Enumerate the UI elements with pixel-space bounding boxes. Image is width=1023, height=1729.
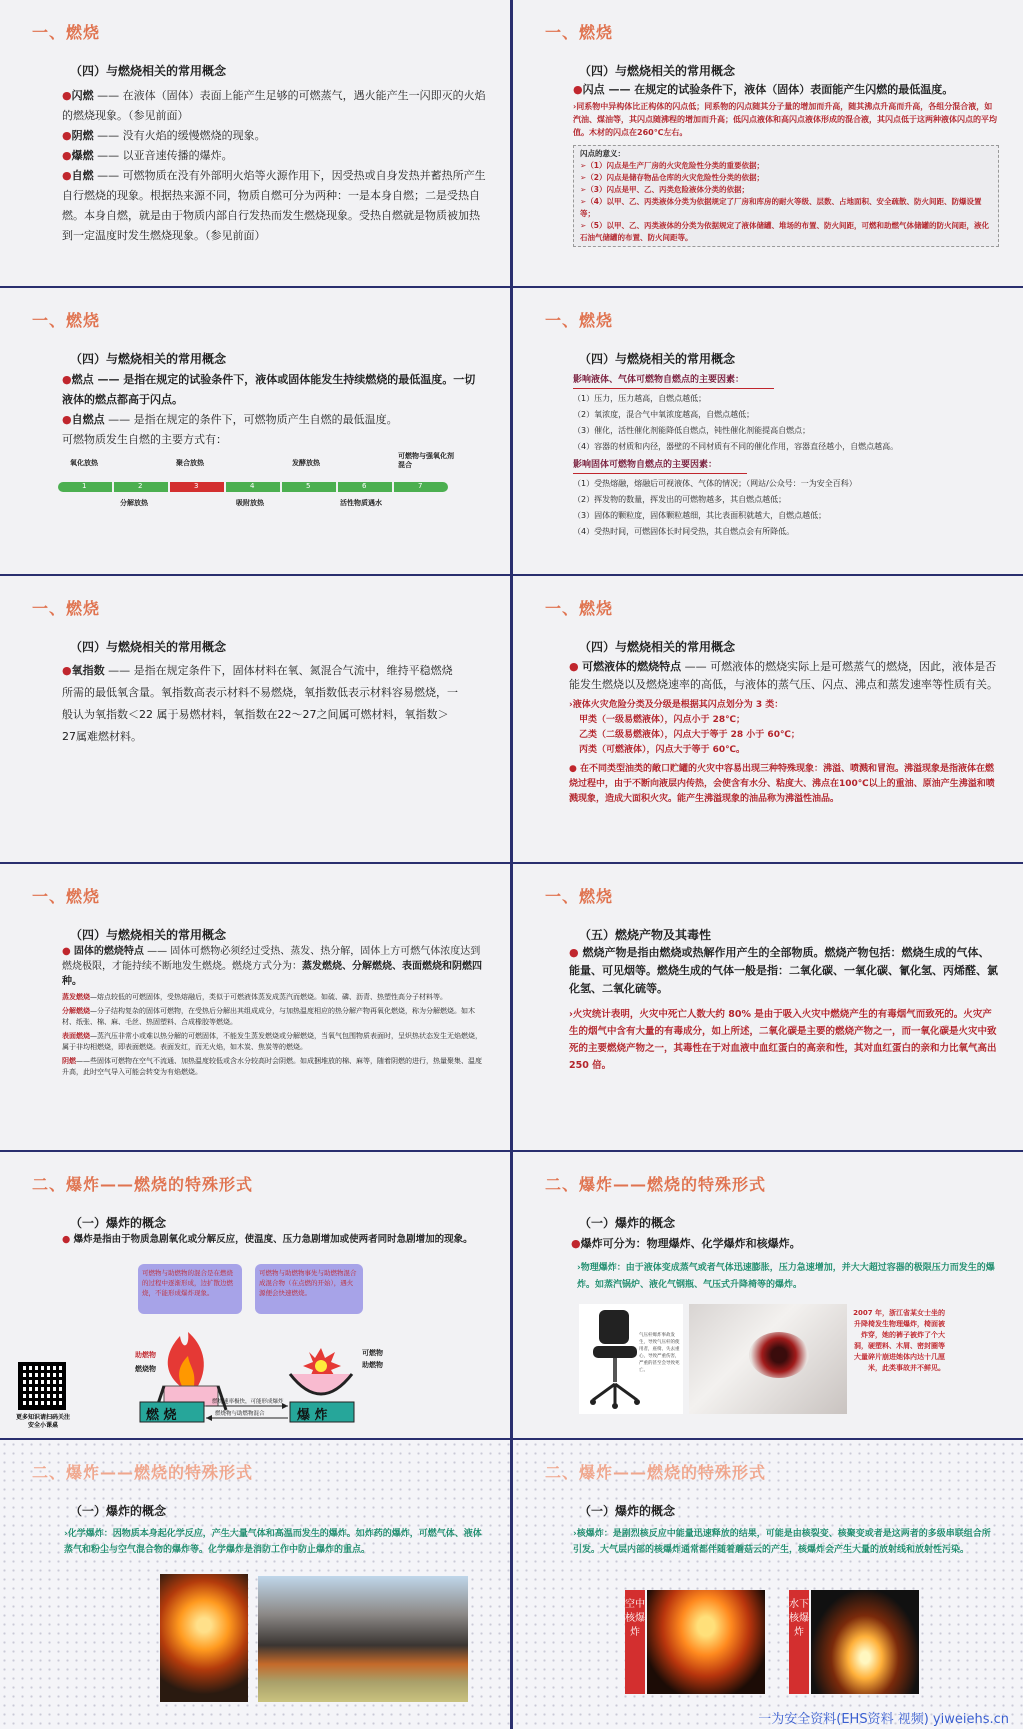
slide-title: 二、爆炸——燃烧的特殊形式 xyxy=(545,1175,767,1194)
timeline-label-bottom: 活性物质遇水 xyxy=(340,499,382,507)
lead-text: ● 爆炸是指由于物质急剧氧化或分解反应，使温度、压力急剧增加或使两者同时急剧增加的现象。 xyxy=(62,1234,473,1245)
tag-label: 水下核爆炸 xyxy=(789,1590,809,1694)
timeline-bar xyxy=(58,482,458,492)
process-timeline xyxy=(58,452,458,508)
timeline-label-bottom: 吸附放热 xyxy=(236,499,264,507)
list-item: （2）氧浓度，混合气中氧浓度越高，自燃点越低； xyxy=(573,410,755,419)
slide-6 xyxy=(513,576,1023,862)
paragraph: ›同系物中异构体比正构体的闪点低；同系物的闪点随其分子量的增加而升高，随其沸点升高而升高，各组分混合液，如汽油、煤油等，其闪点随沸程的增加而升高；低闪点液体和高闪点液体形成的混合液，其闪点低于这两种液体闪点的平均值。木材的闪点在260℃左右。 xyxy=(573,102,997,137)
arrow-label: 燃烧物与助燃物混合 xyxy=(215,1411,265,1417)
timeline-num: 2 xyxy=(138,482,143,490)
list-item: ●爆燃 —— 以亚音速传播的爆炸。 xyxy=(62,149,233,162)
paragraph: 分解燃烧—分子结构复杂的固体可燃物，在受热后分解出其组成成分，与加热温度相应的热分解产物再氧化燃烧，称为分解燃烧。如木材、纸张、棉、麻、毛丝、热固塑料、合成橡胶等燃烧。 xyxy=(62,1007,475,1026)
list-item: ➢（1）闪点是生产厂房的火灾危险性分类的重要依据； xyxy=(580,161,765,170)
list-item: （3）催化，活性催化剂能降低自燃点，钝性催化剂能提高自燃点； xyxy=(573,426,811,435)
list-item: （4）受热时间，可燃固体长时间受热，其自燃点会有所降低。 xyxy=(573,527,795,536)
diagram-label: 助燃物 xyxy=(362,1361,383,1369)
lead-text: ●闪点 —— 在规定的试验条件下，液体（固体）表面能产生闪燃的最低温度。 xyxy=(573,83,954,96)
paragraph: ›物理爆炸：由于液体变成蒸气或者气体迅速膨胀，压力急速增加，并大大超过容器的极限压力而发生的爆炸。如蒸汽锅炉、液化气钢瓶、气压式升降椅等的爆炸。 xyxy=(577,1263,995,1290)
list-item: 可燃物质发生自燃的主要方式有： xyxy=(62,433,227,446)
slide-4 xyxy=(513,288,1023,574)
slide-subtitle: （四）与燃烧相关的常用概念 xyxy=(579,640,736,654)
slide-body xyxy=(573,372,999,540)
paragraph: 蒸发燃烧—熔点较低的可燃固体，受热熔融后，类似于可燃液体蒸发成蒸汽而燃烧。如硫、磷、沥青、热塑性高分子材料等。 xyxy=(62,993,447,1001)
chair-note: 气压杆爆炸事故发生，导致气压杆的使用者，座椅、失去重心，导致严重伤害，严重的甚至会导致死亡。 xyxy=(639,1333,680,1373)
list-item: （4）容器的材质和内径，器壁的不同材质有不同的催化作用，容器直径越小，自燃点越高。 xyxy=(573,442,899,451)
list-item: ➢（5）以甲、乙、丙类液体的分类为依据规定了液体储罐、堆场的布置、防火间距，可燃和助燃气体储罐的防火间距，液化石油气储罐的布置、防火间距等。 xyxy=(580,221,989,242)
slide-body xyxy=(62,944,486,1078)
speech-bubble: 可燃物与助燃物的混合是在燃烧的过程中逐渐形成，边扩散边燃烧，不能形成爆炸现象。 xyxy=(138,1264,242,1314)
list-item: ➢（4）以甲、乙、丙类液体分类为依据规定了厂房和库房的耐火等级、层数、占地面积、安全疏散、防火间距、防爆设置等； xyxy=(580,197,982,218)
slide-body xyxy=(573,82,999,247)
nuclear-photo xyxy=(647,1590,765,1694)
paragraph: ›火灾统计表明，火灾中死亡人数大约 80% 是由于吸入火灾中燃烧产生的有毒烟气而致死的。火灾产生的烟气中含有大量的有毒成分，如上所述，二氧化碳是主要的燃烧产物之一，而一氧化碳是火灾中致死的主要燃烧产物之一，其毒性在于对血液中血红蛋白的高亲和性，其对血红蛋白的亲和力比氧气高出 250 倍。 xyxy=(569,1009,997,1071)
slide-title: 一、燃烧 xyxy=(32,311,101,330)
slide-12 xyxy=(513,1440,1023,1729)
info-box: 闪点的意义： ➢（1）闪点是生产厂房的火灾危险性分类的重要依据； ➢（2）闪点是储存物品仓库的火灾危险性分类的依据； ➢（3）闪点是甲、乙、丙类危险液体分类的依据； ➢（4）以甲、乙、丙类液体分类为依据规定了厂房和库房的耐火等级、层数、占地面积、安全疏散、防火间距、防爆设置等； ➢（5）以甲、乙、丙类液体的分类为依据规定了液体储罐、堆场的布置、防火间距，可燃和助燃气体储罐的防火间距，液化石油气储罐的布置、防火间距等。 xyxy=(573,145,999,247)
slide-title: 一、燃烧 xyxy=(545,23,614,42)
slide-title: 一、燃烧 xyxy=(545,311,614,330)
list-item: （1）压力，压力越高，自燃点越低； xyxy=(573,394,707,403)
slide-1 xyxy=(0,0,510,286)
slide-body xyxy=(62,660,460,748)
slide-title: 一、燃烧 xyxy=(545,599,614,618)
diagram-label: 燃烧物 xyxy=(135,1365,156,1373)
slide-body xyxy=(62,86,486,246)
slide-11 xyxy=(0,1440,510,1729)
paragraph: ›核爆炸：是剧烈核反应中能量迅速释放的结果，可能是由核裂变、核聚变或者是这两者的多级串联组合所引发。大气层内部的核爆炸通常都伴随着蘑菇云的产生，核爆炸会产生大量的放射线和放射性污染。 xyxy=(573,1529,991,1555)
slide-body xyxy=(62,370,486,450)
paragraph: ›化学爆炸：因物质本身起化学反应，产生大量气体和高温而发生的爆炸。如炸药的爆炸，可燃气体、液体蒸气和粉尘与空气混合物的爆炸等。化学爆炸是消防工作中防止爆炸的重点。 xyxy=(64,1529,482,1555)
slide-5 xyxy=(0,576,510,862)
paragraph: 表面燃烧—蒸汽压非常小或难以热分解的可燃固体，不能发生蒸发燃烧或分解燃烧，当氧气包围物质表面时，呈炽热状态发生无焰燃烧，属于非均相燃烧，即表面燃烧。表面发红，而无火焰，如木炭、焦炭等的燃烧。 xyxy=(62,1032,482,1051)
list-item: ➢（3）闪点是甲、乙、丙类危险液体分类的依据； xyxy=(580,185,750,194)
slide-body xyxy=(569,944,999,1074)
speech-bubble: 可燃物与助燃物事先与助燃物混合成混合物（在点燃的开始），遇火源便会快速燃烧。 xyxy=(255,1264,363,1314)
timeline-label-top: 可燃物与强氧化剂混合 xyxy=(398,452,454,469)
slide-subtitle: （一）爆炸的概念 xyxy=(579,1504,676,1518)
paragraph: 阴燃——些固体可燃物在空气不流通、加热温度较低或含水分较高时会阴燃。如成捆堆放的棉、麻等，随着阴燃的进行，热量聚集、温度升高，此时空气导入可能会转变为有焰燃烧。 xyxy=(62,1057,482,1076)
slide-title: 一、燃烧 xyxy=(32,23,101,42)
slide-body xyxy=(569,658,999,807)
chair-image xyxy=(579,1304,683,1414)
section-heading: 影响液体、气体可燃物自燃点的主要因素： xyxy=(573,372,774,389)
slide-9 xyxy=(0,1152,510,1438)
slide-subtitle: （四）与燃烧相关的常用概念 xyxy=(70,64,227,78)
timeline-num: 1 xyxy=(82,482,87,490)
slide-title: 一、燃烧 xyxy=(545,887,614,906)
timeline-num: 5 xyxy=(306,482,311,490)
timeline-label-top: 聚合放热 xyxy=(176,459,204,467)
slide-subtitle: （四）与燃烧相关的常用概念 xyxy=(70,928,227,942)
qr-caption: 更多知识请扫码关注 安全小课桌 xyxy=(15,1414,70,1429)
list-item: 甲类（一级易燃液体），闪点小于 28℃； xyxy=(579,715,746,725)
list-item: ●闪燃 —— 在液体（固体）表面上能产生足够的可燃蒸气，遇火能产生一闪即灭的火焰的燃烧现象。（参见前面） xyxy=(62,89,486,122)
list-item: ●燃点 —— 是指在规定的试验条件下，液体或固体能发生持续燃烧的最低温度。一切液体的燃点都高于闪点。 xyxy=(62,373,476,406)
injury-photo xyxy=(689,1304,847,1414)
slide-3 xyxy=(0,288,510,574)
timeline-label-top: 氧化放热 xyxy=(70,459,98,467)
slide-title: 二、爆炸——燃烧的特殊形式 xyxy=(32,1175,254,1194)
lead-text: ●爆炸可分为：物理爆炸、化学爆炸和核爆炸。 xyxy=(571,1237,801,1250)
diagram-label: 可燃物 xyxy=(362,1349,383,1357)
diagram-label: 助燃物 xyxy=(135,1351,156,1359)
explosion-photo xyxy=(258,1576,468,1702)
slide-10 xyxy=(513,1152,1023,1438)
list-item: ● 燃烧产物是指由燃烧或热解作用产生的全部物质。燃烧产物包括：燃烧生成的气体、能量、可见烟等。燃烧生成的气体一般是指：二氧化碳、一氧化碳、氰化氢、丙烯醛、氯化氢、二氧化硫等。 xyxy=(569,946,998,995)
slide-subtitle: （四）与燃烧相关的常用概念 xyxy=(579,352,736,366)
timeline-label-top: 发酵放热 xyxy=(292,459,320,467)
timeline-num: 3 xyxy=(194,482,199,490)
slide-subtitle: （五）燃烧产物及其毒性 xyxy=(579,928,712,942)
nuclear-photo xyxy=(811,1590,919,1694)
list-item: ●自燃点 —— 是指在规定的条件下，可燃物质产生自燃的最低温度。 xyxy=(62,413,398,426)
box-label: 爆 炸 xyxy=(297,1408,328,1423)
list-item: ● 可燃液体的燃烧特点 —— 可燃液体的燃烧实际上是可燃蒸气的燃烧，因此，液体是否能发生燃烧以及燃烧速率的高低，与液体的蒸气压、闪点、沸点和蒸发速率等性质有关。 xyxy=(569,660,998,691)
list-item: ●自燃 —— 可燃物质在没有外部明火焰等火源作用下，因受热或自身发热并蓄热所产生自行燃烧的现象。根据热来源不同，物质自燃可分为两种：一是本身自燃；二是受热自燃。本身自燃，就是由于物质内部自行发热而发生燃烧现象。受热自燃就是物质被加热到一定温度时发生燃烧现象。（参见前面） xyxy=(62,169,486,242)
slide-subtitle: （四）与燃烧相关的常用概念 xyxy=(70,352,227,366)
qr-code xyxy=(18,1362,66,1410)
list-item: （1）受热熔融，熔融后可视液体、气体的情况；（网站/公众号：一为安全百科） xyxy=(573,479,857,488)
section-heading: 影响固体可燃物自燃点的主要因素： xyxy=(573,457,747,474)
slide-subtitle: （一）爆炸的概念 xyxy=(579,1216,676,1230)
slide-2 xyxy=(513,0,1023,286)
timeline-num: 7 xyxy=(418,482,423,490)
list-item: （3）固体的颗粒度，固体颗粒越细，其比表面积就越大，自燃点越低； xyxy=(573,511,827,520)
slide-7 xyxy=(0,864,510,1150)
box-label: 燃 烧 xyxy=(146,1408,177,1423)
timeline-num: 4 xyxy=(250,482,255,490)
slide-8 xyxy=(513,864,1023,1150)
slide-title: 一、燃烧 xyxy=(32,887,101,906)
tag-label: 空中核爆炸 xyxy=(625,1590,645,1694)
list-item: ●氧指数 —— 是指在规定条件下，固体材料在氧、氮混合气流中，维持平稳燃烧所需的最低氧含量。氧指数高表示材料不易燃烧，氧指数低表示材料容易燃烧，一般认为氧指数＜22 属于易燃材料，氧指数在22～27之间属可燃材料，氧指数＞27属难燃材料。 xyxy=(62,664,458,743)
list-item: 乙类（二级易燃液体），闪点大于等于 28 小于 60℃； xyxy=(579,730,800,740)
timeline-label-bottom: 分解放热 xyxy=(120,499,148,507)
paragraph: ● 在不同类型油类的敞口贮罐的火灾中容易出现三种特殊现象：沸溢、喷溅和冒泡。沸溢现象是指液体在燃烧过程中，由于不断向液层内传热，会使含有水分、粘度大、沸点在100℃以上的重油、原油产生沸溢和喷溅现象，造成大面积火灾。能产生沸溢现象的油品称为沸溢性油品。 xyxy=(569,764,995,804)
slide-title: 二、爆炸——燃烧的特殊形式 xyxy=(545,1463,767,1482)
list-item: ●阴燃 —— 没有火焰的缓慢燃烧的现象。 xyxy=(62,129,266,142)
list-item: ● 固体的燃烧特点 —— 固体可燃物必须经过受热、蒸发、热分解，固体上方可燃气体浓度达到燃烧极限，才能持续不断地发生燃烧。燃烧方式分为：蒸发燃烧、分解燃烧、表面燃烧和阴燃四种。 xyxy=(62,946,482,987)
explosion-photo xyxy=(160,1574,248,1702)
timeline-num: 6 xyxy=(362,482,367,490)
list-item: （2）挥发物的数量，挥发出的可燃物越多，其自燃点越低； xyxy=(573,495,787,504)
slide-subtitle: （一）爆炸的概念 xyxy=(70,1504,167,1518)
slide-subtitle: （四）与燃烧相关的常用概念 xyxy=(70,640,227,654)
slide-title: 二、爆炸——燃烧的特殊形式 xyxy=(32,1463,254,1482)
slide-subtitle: （四）与燃烧相关的常用概念 xyxy=(579,64,736,78)
slide-title: 一、燃烧 xyxy=(32,599,101,618)
list-item: ➢（2）闪点是储存物品仓库的火灾危险性分类的依据； xyxy=(580,173,765,182)
slide-subtitle: （一）爆炸的概念 xyxy=(70,1216,167,1230)
watermark: 一为安全资料(EHS资料 视频) yiweiehs.cn xyxy=(758,1712,1009,1727)
news-caption: 2007 年，浙江省某女士坐的升降椅发生物理爆炸，椅面被炸穿，她的裤子被炸了个大洞，硬塑料、木屑、密封圈等大量碎片崩进她体内达十几厘米，此类事故并不鲜见。 xyxy=(853,1309,945,1372)
list-item: 丙类（可燃液体），闪点大于等于 60℃。 xyxy=(579,745,746,755)
arrow-label: 燃烧速率极快，可能形成爆炸 xyxy=(212,1399,284,1405)
class-heading: ›液体火灾危险分类及分级是根据其闪点划分为 3 类： xyxy=(569,700,784,710)
